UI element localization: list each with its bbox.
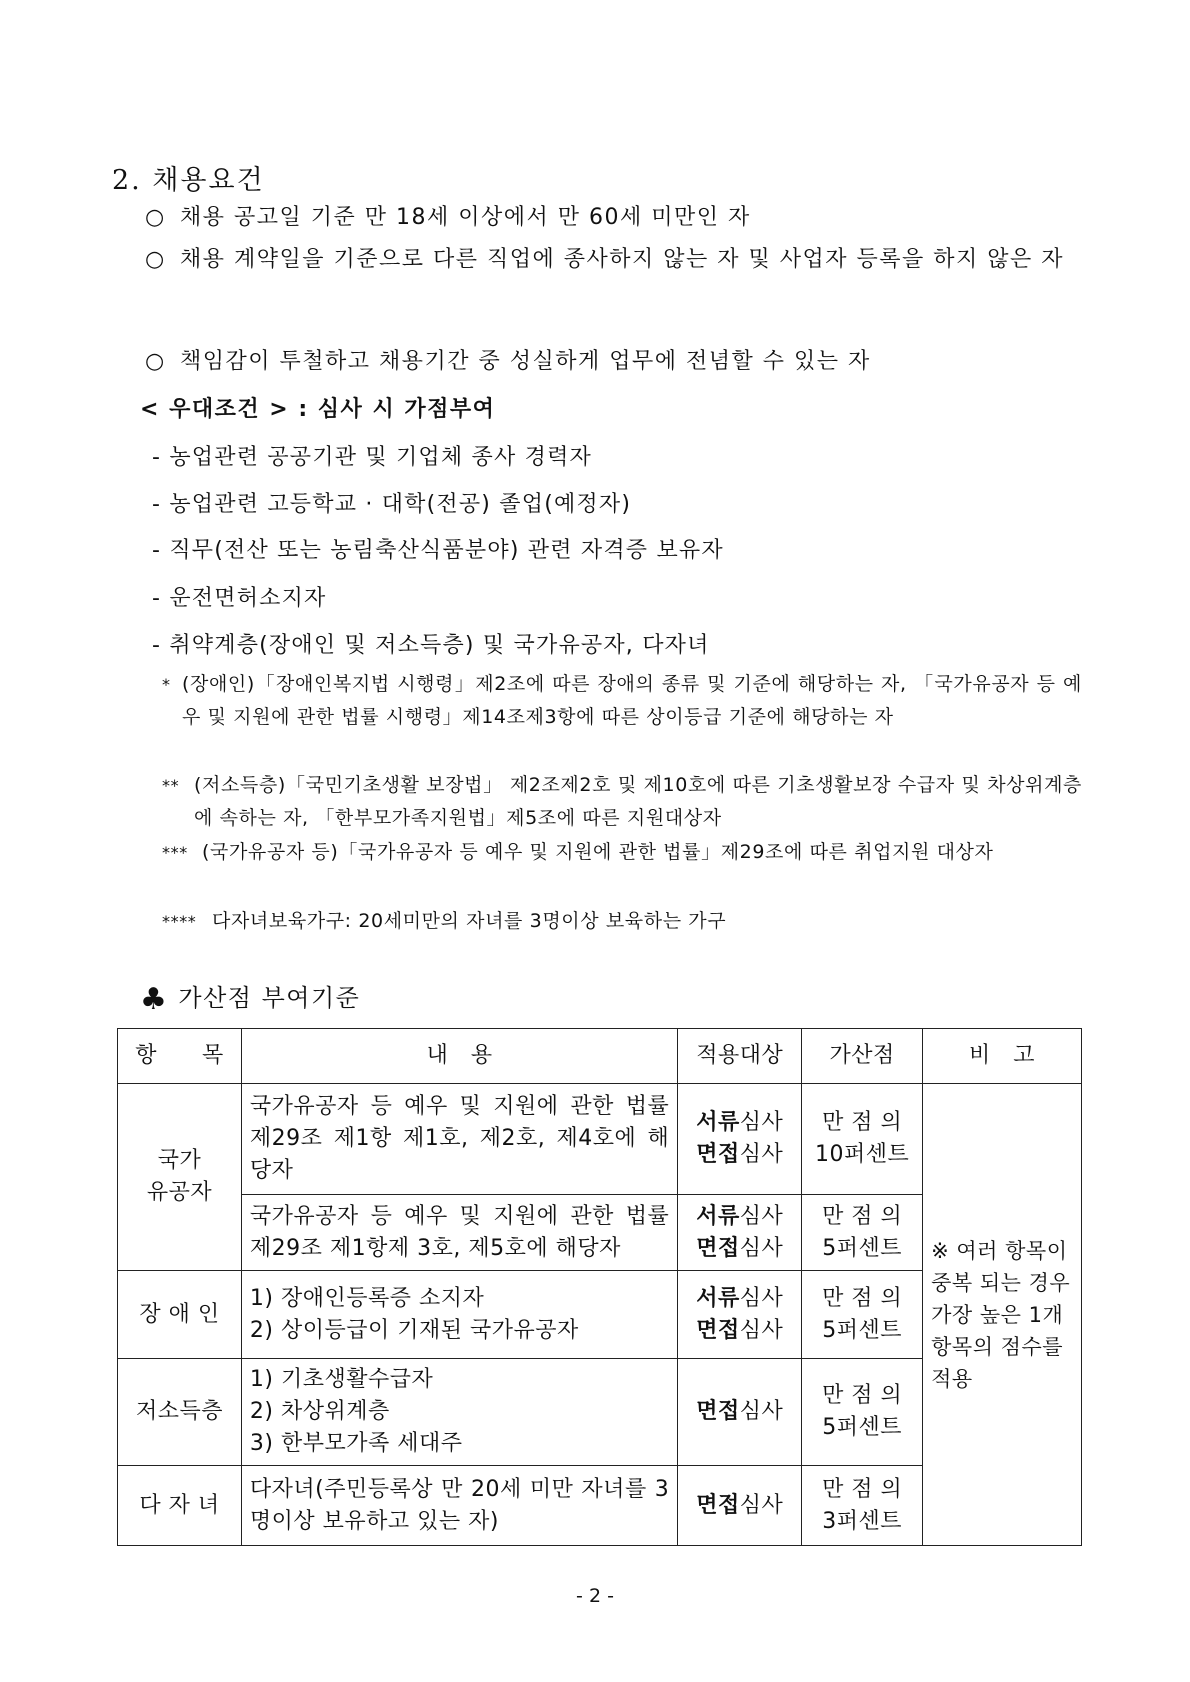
content-cell: 국가유공자 등 예우 및 지원에 관한 법률 제29조 제1항제 3호, 제5호에 해당자 xyxy=(241,1195,677,1271)
target-bold: 서류 xyxy=(696,1110,740,1135)
target-text: 심사 xyxy=(739,1317,784,1343)
target-bold: 면접 xyxy=(696,1142,740,1167)
content-cell: 다자녀(주민등록상 만 20세 미만 자녀를 3명이상 보유하고 있는 자) xyxy=(241,1466,677,1546)
content-cell: 1) 기초생활수급자 2) 차상위계층 3) 한부모가족 세대주 xyxy=(241,1359,677,1466)
points-cell: 만 점 의 5퍼센트 xyxy=(802,1271,923,1359)
footnote xyxy=(162,836,1082,869)
footnote xyxy=(162,905,1082,938)
header-cell: 내 용 xyxy=(241,1029,677,1084)
footnote-text: 다자녀보육가구: 20세미만의 자녀를 3명이상 보육하는 가구 xyxy=(212,910,727,932)
header-cell: 항 목 xyxy=(118,1029,242,1084)
content-cell: 1) 장애인등록증 소지자 2) 상이등급이 기재된 국가유공자 xyxy=(241,1271,677,1359)
points-cell: 만 점 의 5퍼센트 xyxy=(802,1195,923,1271)
requirement-item xyxy=(145,239,1085,281)
points-cell: 만 점 의 5퍼센트 xyxy=(802,1359,923,1466)
item-cell: 저소득층 xyxy=(118,1359,242,1466)
target-text: 심사 xyxy=(739,1203,784,1229)
club-suit-icon: ♣ xyxy=(140,982,169,1017)
footnote-mark: * xyxy=(162,675,171,694)
preference-item: - 농업관련 공공기관 및 기업체 종사 경력자 xyxy=(152,445,592,470)
item-cell: 국가 유공자 xyxy=(118,1084,242,1271)
bonus-title-text: 가산점 부여기준 xyxy=(178,984,361,1012)
circle-bullet-icon: ○ xyxy=(145,247,166,272)
circle-bullet-icon: ○ xyxy=(145,349,166,374)
preference-item: - 농업관련 고등학교 · 대학(전공) 졸업(예정자) xyxy=(152,492,632,517)
target-cell xyxy=(678,1359,802,1466)
requirement-text: 책임감이 투철하고 채용기간 중 성실하게 업무에 전념할 수 있는 자 xyxy=(180,349,871,374)
item-cell: 다 자 녀 xyxy=(118,1466,242,1546)
points-cell: 만 점 의 3퍼센트 xyxy=(802,1466,923,1546)
target-text: 심사 xyxy=(739,1235,784,1261)
footnote-text: (장애인)「장애인복지법 시행령」제2조에 따른 장애의 종류 및 기준에 해당하는 자, 「국가유공자 등 예우 및 지원에 관한 법률 시행령」제14조제3항에 따른 상이등급 기준에 해당하는 자 xyxy=(182,673,1082,728)
header-cell: 적용대상 xyxy=(678,1029,802,1084)
target-bold: 면접 xyxy=(696,1492,740,1518)
header-cell: 가산점 xyxy=(802,1029,923,1084)
requirement-item xyxy=(145,197,1085,239)
preference-item: - 운전면허소지자 xyxy=(152,586,327,611)
bonus-criteria-table xyxy=(117,1028,1082,1546)
footnote xyxy=(162,668,1082,734)
content-cell: 국가유공자 등 예우 및 지원에 관한 법률 제29조 제1항 제1호, 제2호, 제4호에 해당자 xyxy=(241,1084,677,1195)
item-cell: 장 애 인 xyxy=(118,1271,242,1359)
section-title: 2. 채용요건 xyxy=(112,165,265,196)
target-text: 심사 xyxy=(739,1285,784,1311)
footnote-text: (국가유공자 등)「국가유공자 등 예우 및 지원에 관한 법률」제29조에 따른 취업지원 대상자 xyxy=(202,841,994,863)
target-text: 심사 xyxy=(739,1142,784,1167)
target-bold: 서류 xyxy=(696,1203,740,1229)
target-cell xyxy=(678,1084,802,1195)
points-cell: 만 점 의 10퍼센트 xyxy=(802,1084,923,1195)
preference-title: < 우대조건 > : 심사 시 가점부여 xyxy=(140,397,496,422)
target-cell xyxy=(678,1466,802,1546)
header-cell: 비 고 xyxy=(923,1029,1082,1084)
target-text: 심사 xyxy=(739,1492,784,1518)
target-bold: 면접 xyxy=(696,1317,740,1343)
target-text: 심사 xyxy=(739,1110,784,1135)
target-text: 심사 xyxy=(739,1399,784,1424)
page-number: - 2 - xyxy=(576,1585,614,1607)
footnote-mark: *** xyxy=(162,843,188,862)
target-cell xyxy=(678,1271,802,1359)
footnote-mark: ** xyxy=(162,776,180,795)
preference-item: - 취약계층(장애인 및 저소득층) 및 국가유공자, 다자녀 xyxy=(152,633,710,658)
target-bold: 서류 xyxy=(696,1285,740,1311)
requirement-text: 채용 공고일 기준 만 18세 이상에서 만 60세 미만인 자 xyxy=(180,205,751,230)
footnote-mark: **** xyxy=(162,912,197,931)
table-row xyxy=(118,1084,1082,1195)
target-bold: 면접 xyxy=(696,1235,740,1261)
target-bold: 면접 xyxy=(696,1399,740,1424)
footnote xyxy=(162,769,1082,835)
footnote-text: (저소득층)「국민기초생활 보장법」 제2조제2호 및 제10호에 따른 기초생활보장 수급자 및 차상위계층에 속하는 자, 「한부모가족지원법」제5조에 따른 지원대상자 xyxy=(194,774,1082,829)
circle-bullet-icon: ○ xyxy=(145,205,166,230)
bonus-criteria-title xyxy=(140,978,360,1017)
target-cell xyxy=(678,1195,802,1271)
requirement-item xyxy=(145,341,1085,383)
table-header-row xyxy=(118,1029,1082,1084)
remark-cell: ※ 여러 항목이 중복 되는 경우 가장 높은 1개 항목의 점수를 적용 xyxy=(923,1084,1082,1546)
preference-item: - 직무(전산 또는 농림축산식품분야) 관련 자격증 보유자 xyxy=(152,538,724,563)
requirement-text: 채용 계약일을 기준으로 다른 직업에 종사하지 않는 자 및 사업자 등록을 하지 않은 자 xyxy=(180,247,1064,272)
